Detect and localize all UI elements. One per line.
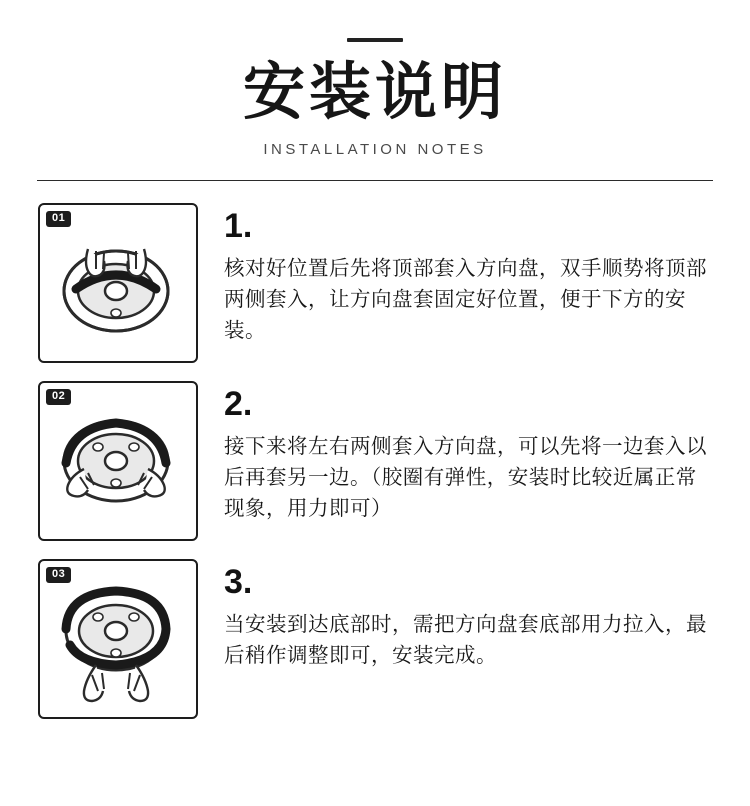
step-badge: 03 xyxy=(46,567,71,583)
step-badge: 02 xyxy=(46,389,71,405)
steering-wheel-illustration-1 xyxy=(38,203,198,363)
page-title: 安装说明 xyxy=(242,58,507,127)
step-item xyxy=(0,381,750,541)
steering-wheel-icon xyxy=(40,383,192,535)
step-number: 1. xyxy=(224,207,253,246)
step-text: 接下来将左右两侧套入方向盘，可以先将一边套入以后再套另一边。（胶圈有弹性，安装时比较近属正常现象，用力即可） xyxy=(224,435,707,521)
step-body xyxy=(198,381,750,524)
page-header xyxy=(0,0,750,181)
step-number: 2. xyxy=(224,385,253,424)
step-badge: 01 xyxy=(46,211,71,227)
step-text: 核对好位置后先将顶部套入方向盘，双手顺势将顶部两侧套入，让方向盘套固定好位置，便于下方的安装。 xyxy=(224,257,707,343)
step-number: 3. xyxy=(224,563,253,602)
steps-list xyxy=(0,203,750,719)
page-subtitle: INSTALLATION NOTES xyxy=(263,141,487,159)
step-body xyxy=(198,559,750,671)
step-body xyxy=(198,203,750,346)
step-item xyxy=(0,559,750,719)
steering-wheel-icon xyxy=(40,205,192,357)
steering-wheel-illustration-3 xyxy=(38,559,198,719)
steering-wheel-icon xyxy=(40,561,192,713)
header-accent-rule xyxy=(347,38,403,42)
step-item xyxy=(0,203,750,363)
step-text: 当安装到达底部时，需把方向盘套底部用力拉入，最后稍作调整即可，安装完成。 xyxy=(224,613,707,668)
steering-wheel-illustration-2 xyxy=(38,381,198,541)
header-divider xyxy=(37,180,713,181)
